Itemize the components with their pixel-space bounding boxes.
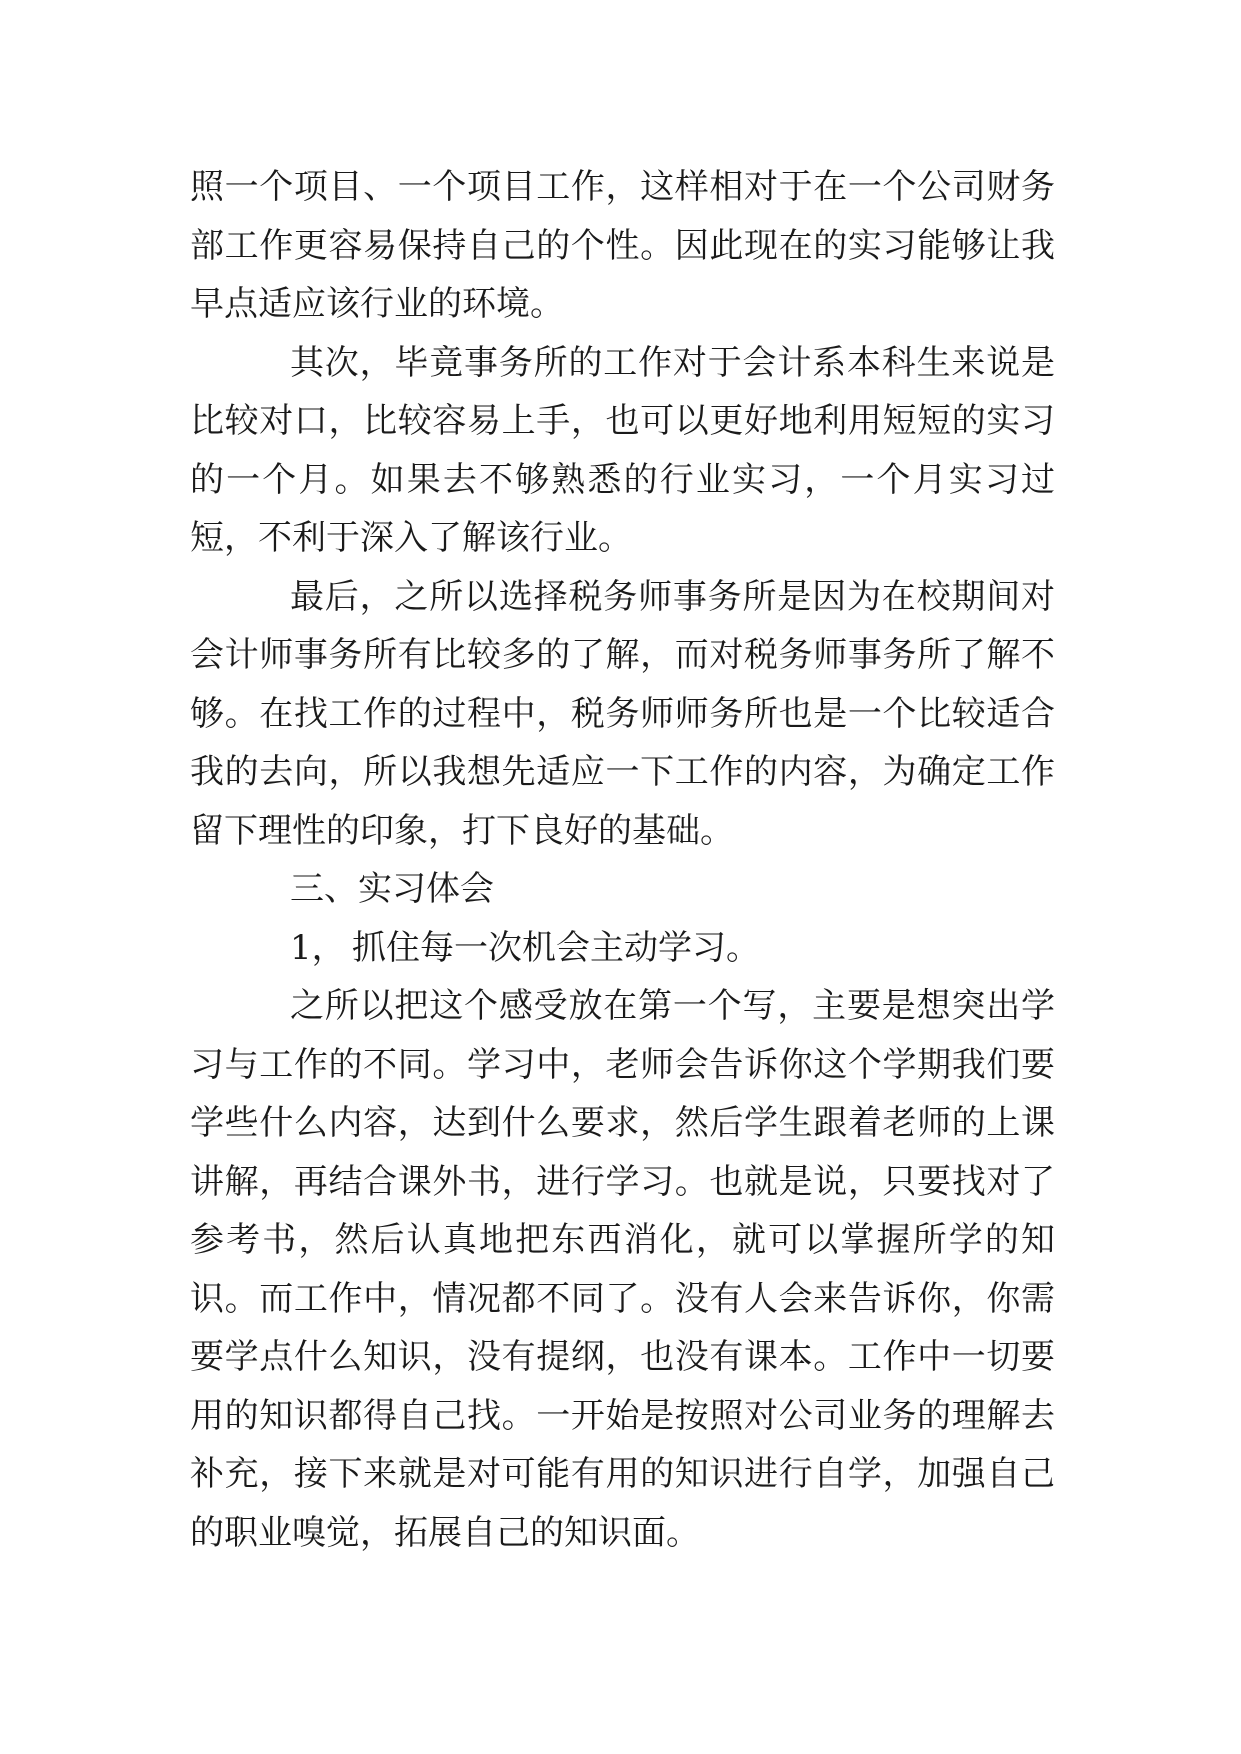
list-item xyxy=(190,919,1055,978)
document-body xyxy=(190,158,1055,1562)
paragraph-secondly: 其次，毕竟事务所的工作对于会计系本科生来说是比较对口，比较容易上手，也可以更好地利用短短的实习的一个月。如果去不够熟悉的行业实习，一个月实习过短，不利于深入了解该行业。 xyxy=(190,342,1055,558)
paragraph-learning: 之所以把这个感受放在第一个写，主要是想突出学习与工作的不同。学习中，老师会告诉你这个学期我们要学些什么内容，达到什么要求，然后学生跟着老师的上课讲解，再结合课外书，进行学习。也就是说，只要找对了参考书，然后认真地把东西消化，就可以掌握所学的知识。而工作中，情况都不同了。没有人会来告诉你，你需要学点什么知识，没有提纲，也没有课本。工作中一切要用的知识都得自己找。一开始是按照对公司业务的理解去补充，接下来就是对可能有用的知识进行自学，加强自己的职业嗅觉，拓展自己的知识面。 xyxy=(190,986,1055,1553)
list-item-text: 抓住每一次机会主动学习。 xyxy=(352,927,760,968)
paragraph-finally: 最后，之所以选择税务师事务所是因为在校期间对会计师事务所有比较多的了解，而对税务师事务所了解不够。在找工作的过程中，税务师师务所也是一个比较适合我的去向，所以我想先适应一下工作的内容，为确定工作留下理性的印象，打下良好的基础。 xyxy=(190,576,1055,851)
paragraph-continued: 照一个项目、一个项目工作，这样相对于在一个公司财务部工作更容易保持自己的个性。因此现在的实习能够让我早点适应该行业的环境。 xyxy=(190,167,1055,324)
section-heading: 三、实习体会 xyxy=(290,869,494,909)
list-item-number: 1， xyxy=(290,927,346,968)
